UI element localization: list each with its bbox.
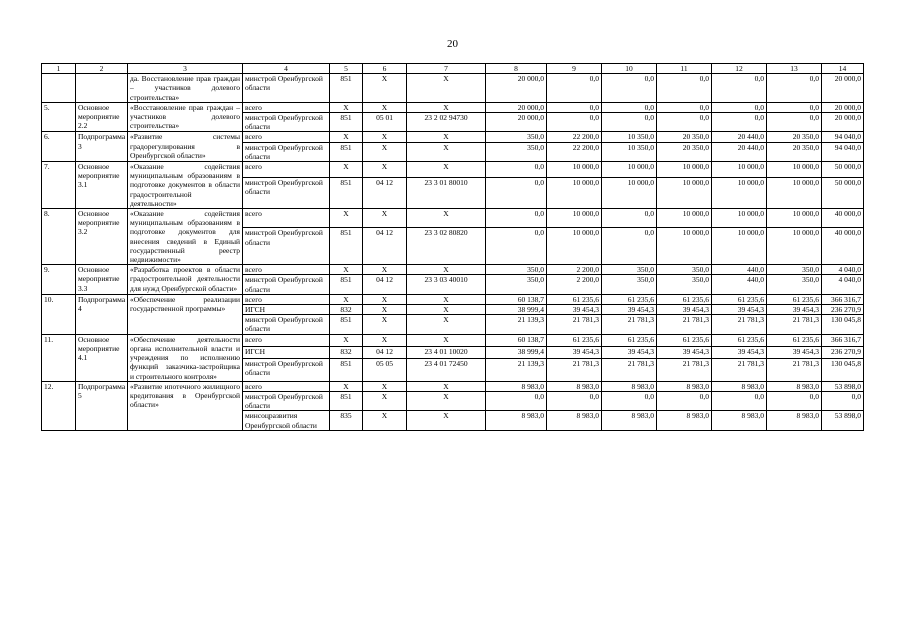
amount-cell: 0,0 (547, 391, 602, 410)
section-code-cell: X (363, 391, 407, 410)
grbs-code-cell: 851 (330, 358, 363, 381)
amount-cell: 20 350,0 (657, 132, 712, 142)
header-row (42, 64, 864, 74)
section-code-cell: X (363, 74, 407, 103)
amount-cell: 21 781,3 (547, 315, 602, 334)
amount-cell: 21 781,3 (657, 315, 712, 334)
amount-cell: 53 898,0 (822, 411, 864, 430)
amount-cell: 0,0 (712, 102, 767, 112)
grbs-code-cell: X (330, 334, 363, 346)
program-name-cell: «Обеспечение реализации государственной программы» (128, 294, 243, 334)
amount-cell: 22 200,0 (547, 132, 602, 142)
amount-cell: 39 454,3 (657, 305, 712, 315)
status-cell: Основное мероприятие 3.3 (76, 265, 128, 295)
amount-cell: 39 454,3 (657, 346, 712, 358)
executor-cell: минстрой Оренбургской области (243, 113, 330, 132)
executor-cell: ИГСН (243, 346, 330, 358)
executor-cell: всего (243, 294, 330, 304)
section-code-cell: 04 12 (363, 275, 407, 294)
amount-cell: 10 000,0 (547, 228, 602, 265)
grbs-code-cell: 832 (330, 346, 363, 358)
target-article-cell: 23 4 01 72450 (407, 358, 486, 381)
amount-cell: 350,0 (486, 132, 547, 142)
amount-cell: 0,0 (547, 74, 602, 103)
column-number: 13 (767, 64, 822, 74)
executor-cell: всего (243, 265, 330, 275)
amount-cell: 53 898,0 (822, 381, 864, 391)
amount-cell: 236 270,9 (822, 346, 864, 358)
amount-cell: 21 781,3 (712, 358, 767, 381)
row-number-cell: 11. (42, 334, 76, 381)
grbs-code-cell: 851 (330, 142, 363, 161)
amount-cell: 0,0 (486, 162, 547, 178)
amount-cell: 0,0 (602, 228, 657, 265)
amount-cell: 40 000,0 (822, 228, 864, 265)
column-number: 3 (128, 64, 243, 74)
amount-cell: 0,0 (602, 74, 657, 103)
target-article-cell: 23 3 01 80010 (407, 178, 486, 209)
column-number: 5 (330, 64, 363, 74)
amount-cell: 20 000,0 (486, 74, 547, 103)
target-article-cell: X (407, 132, 486, 142)
executor-cell: минстрой Оренбургской области (243, 275, 330, 294)
amount-cell: 8 983,0 (767, 411, 822, 430)
section-code-cell: X (363, 102, 407, 112)
amount-cell: 8 983,0 (712, 381, 767, 391)
section-code-cell: X (363, 294, 407, 304)
target-article-cell: X (407, 315, 486, 334)
amount-cell: 38 999,4 (486, 346, 547, 358)
column-number: 2 (76, 64, 128, 74)
budget-table (41, 63, 864, 431)
grbs-code-cell: 851 (330, 391, 363, 410)
amount-cell: 61 235,6 (767, 334, 822, 346)
status-cell (76, 74, 128, 103)
section-code-cell: X (363, 265, 407, 275)
amount-cell: 8 983,0 (602, 411, 657, 430)
column-number: 9 (547, 64, 602, 74)
amount-cell: 0,0 (486, 209, 547, 228)
target-article-cell: 23 3 03 40010 (407, 275, 486, 294)
amount-cell: 130 045,8 (822, 315, 864, 334)
executor-cell: всего (243, 102, 330, 112)
amount-cell: 236 270,9 (822, 305, 864, 315)
executor-cell: всего (243, 334, 330, 346)
target-article-cell: 23 3 02 80820 (407, 228, 486, 265)
amount-cell: 20 000,0 (486, 113, 547, 132)
table-row (42, 132, 864, 142)
amount-cell: 10 000,0 (547, 178, 602, 209)
section-code-cell: X (363, 209, 407, 228)
amount-cell: 39 454,3 (712, 305, 767, 315)
amount-cell: 10 000,0 (547, 162, 602, 178)
status-cell: Подпрограмма 4 (76, 294, 128, 334)
amount-cell: 10 000,0 (767, 209, 822, 228)
row-number-cell: 9. (42, 265, 76, 295)
table-row (42, 381, 864, 391)
page-number: 20 (447, 38, 458, 50)
grbs-code-cell: 832 (330, 305, 363, 315)
table-row (42, 74, 864, 103)
executor-cell: всего (243, 162, 330, 178)
amount-cell: 10 350,0 (602, 132, 657, 142)
amount-cell: 4 040,0 (822, 265, 864, 275)
amount-cell: 20 000,0 (486, 102, 547, 112)
amount-cell: 2 200,0 (547, 275, 602, 294)
amount-cell: 20 440,0 (712, 132, 767, 142)
target-article-cell: X (407, 305, 486, 315)
amount-cell: 0,0 (602, 209, 657, 228)
column-number: 11 (657, 64, 712, 74)
amount-cell: 39 454,3 (602, 305, 657, 315)
executor-cell: минстрой Оренбургской области (243, 228, 330, 265)
amount-cell: 60 138,7 (486, 294, 547, 304)
table-row (42, 209, 864, 228)
amount-cell: 61 235,6 (657, 334, 712, 346)
amount-cell: 10 000,0 (602, 178, 657, 209)
grbs-code-cell: X (330, 209, 363, 228)
target-article-cell: 23 2 02 94730 (407, 113, 486, 132)
amount-cell: 20 350,0 (767, 142, 822, 161)
section-code-cell: X (363, 305, 407, 315)
grbs-code-cell: 851 (330, 113, 363, 132)
column-number: 8 (486, 64, 547, 74)
amount-cell: 61 235,6 (602, 334, 657, 346)
amount-cell: 0,0 (602, 391, 657, 410)
amount-cell: 10 000,0 (712, 178, 767, 209)
amount-cell: 0,0 (602, 102, 657, 112)
section-code-cell: 04 12 (363, 228, 407, 265)
section-code-cell: X (363, 142, 407, 161)
amount-cell: 10 000,0 (767, 178, 822, 209)
executor-cell: минстрой Оренбургской области (243, 74, 330, 103)
column-number: 7 (407, 64, 486, 74)
amount-cell: 10 000,0 (712, 162, 767, 178)
section-code-cell: 04 12 (363, 346, 407, 358)
amount-cell: 50 000,0 (822, 178, 864, 209)
amount-cell: 8 983,0 (602, 381, 657, 391)
amount-cell: 0,0 (547, 102, 602, 112)
grbs-code-cell: 835 (330, 411, 363, 430)
amount-cell: 20 350,0 (767, 132, 822, 142)
amount-cell: 21 781,3 (767, 358, 822, 381)
column-number: 1 (42, 64, 76, 74)
executor-cell: всего (243, 381, 330, 391)
amount-cell: 350,0 (486, 265, 547, 275)
amount-cell: 61 235,6 (712, 294, 767, 304)
amount-cell: 39 454,3 (712, 346, 767, 358)
program-name-cell: «Обеспечение деятельности органа исполнительной власти и учреждения по исполнению функций заказчика-застройщика и строительного контроля» (128, 334, 243, 381)
amount-cell: 8 983,0 (657, 411, 712, 430)
target-article-cell: X (407, 162, 486, 178)
section-code-cell: X (363, 315, 407, 334)
amount-cell: 350,0 (767, 265, 822, 275)
amount-cell: 0,0 (657, 102, 712, 112)
amount-cell: 38 999,4 (486, 305, 547, 315)
table-row (42, 334, 864, 346)
executor-cell: минстрой Оренбургской области (243, 178, 330, 209)
target-article-cell: X (407, 209, 486, 228)
amount-cell: 350,0 (486, 275, 547, 294)
amount-cell: 0,0 (712, 113, 767, 132)
executor-cell: минстрой Оренбургской области (243, 391, 330, 410)
program-name-cell: «Развитие ипотечного жилищного кредитования в Оренбургской области» (128, 381, 243, 430)
target-article-cell: X (407, 74, 486, 103)
amount-cell: 8 983,0 (657, 381, 712, 391)
executor-cell: минсоцразвития Оренбургской области (243, 411, 330, 430)
table-row (42, 294, 864, 304)
executor-cell: минстрой Оренбургской области (243, 315, 330, 334)
amount-cell: 21 139,3 (486, 358, 547, 381)
column-number: 4 (243, 64, 330, 74)
target-article-cell: X (407, 391, 486, 410)
amount-cell: 39 454,3 (602, 346, 657, 358)
status-cell: Основное мероприятие 2.2 (76, 102, 128, 132)
amount-cell: 21 781,3 (602, 358, 657, 381)
amount-cell: 20 000,0 (822, 113, 864, 132)
amount-cell: 0,0 (767, 74, 822, 103)
amount-cell: 10 000,0 (767, 162, 822, 178)
target-article-cell: X (407, 411, 486, 430)
table-row (42, 265, 864, 275)
amount-cell: 0,0 (712, 391, 767, 410)
amount-cell: 61 235,6 (547, 294, 602, 304)
program-name-cell: «Оказание содействия муниципальным образованиям в подготовке документов в области градостроительной деятельности» (128, 162, 243, 209)
program-name-cell: «Оказание содействия муниципальным образованиям в подготовке документов для внесения сведений в Единый государственный реестр недвижимости» (128, 209, 243, 265)
amount-cell: 40 000,0 (822, 209, 864, 228)
amount-cell: 0,0 (657, 391, 712, 410)
table-row (42, 162, 864, 178)
amount-cell: 21 781,3 (767, 315, 822, 334)
amount-cell: 8 983,0 (712, 411, 767, 430)
row-number-cell: 5. (42, 102, 76, 132)
amount-cell: 39 454,3 (767, 305, 822, 315)
amount-cell: 8 983,0 (486, 381, 547, 391)
amount-cell: 130 045,8 (822, 358, 864, 381)
section-code-cell: 05 05 (363, 358, 407, 381)
grbs-code-cell: X (330, 102, 363, 112)
amount-cell: 10 000,0 (712, 209, 767, 228)
grbs-code-cell: 851 (330, 74, 363, 103)
row-number-cell: 6. (42, 132, 76, 162)
grbs-code-cell: 851 (330, 315, 363, 334)
status-cell: Подпрограмма 5 (76, 381, 128, 430)
grbs-code-cell: 851 (330, 275, 363, 294)
amount-cell: 10 350,0 (602, 142, 657, 161)
amount-cell: 10 000,0 (657, 228, 712, 265)
amount-cell: 350,0 (602, 265, 657, 275)
amount-cell: 21 139,3 (486, 315, 547, 334)
amount-cell: 10 000,0 (712, 228, 767, 265)
amount-cell: 39 454,3 (547, 346, 602, 358)
program-name-cell: «Восстановление прав граждан – участников долевого строительства» (128, 102, 243, 132)
amount-cell: 8 983,0 (486, 411, 547, 430)
amount-cell: 61 235,6 (547, 334, 602, 346)
amount-cell: 22 200,0 (547, 142, 602, 161)
column-number: 10 (602, 64, 657, 74)
amount-cell: 0,0 (767, 113, 822, 132)
grbs-code-cell: X (330, 381, 363, 391)
amount-cell: 0,0 (712, 74, 767, 103)
amount-cell: 0,0 (767, 391, 822, 410)
grbs-code-cell: X (330, 132, 363, 142)
amount-cell: 366 316,7 (822, 334, 864, 346)
amount-cell: 10 000,0 (767, 228, 822, 265)
executor-cell: минстрой Оренбургской области (243, 358, 330, 381)
amount-cell: 350,0 (602, 275, 657, 294)
section-code-cell: X (363, 411, 407, 430)
section-code-cell: 05 01 (363, 113, 407, 132)
amount-cell: 20 440,0 (712, 142, 767, 161)
program-name-cell: да. Восстановление прав граждан – участников долевого строительства» (128, 74, 243, 103)
amount-cell: 39 454,3 (767, 346, 822, 358)
executor-cell: всего (243, 132, 330, 142)
amount-cell: 440,0 (712, 265, 767, 275)
amount-cell: 20 350,0 (657, 142, 712, 161)
target-article-cell: X (407, 334, 486, 346)
amount-cell: 61 235,6 (657, 294, 712, 304)
row-number-cell: 10. (42, 294, 76, 334)
amount-cell: 8 983,0 (767, 381, 822, 391)
section-code-cell: X (363, 334, 407, 346)
table-row (42, 102, 864, 112)
amount-cell: 440,0 (712, 275, 767, 294)
amount-cell: 94 040,0 (822, 132, 864, 142)
amount-cell: 0,0 (486, 391, 547, 410)
amount-cell: 0,0 (657, 113, 712, 132)
amount-cell: 94 040,0 (822, 142, 864, 161)
executor-cell: минстрой Оренбургской области (243, 142, 330, 161)
amount-cell: 10 000,0 (602, 162, 657, 178)
amount-cell: 50 000,0 (822, 162, 864, 178)
row-number-cell: 12. (42, 381, 76, 430)
amount-cell: 20 000,0 (822, 102, 864, 112)
amount-cell: 61 235,6 (602, 294, 657, 304)
amount-cell: 61 235,6 (767, 294, 822, 304)
amount-cell: 10 000,0 (657, 162, 712, 178)
grbs-code-cell: 851 (330, 228, 363, 265)
column-number: 6 (363, 64, 407, 74)
amount-cell: 4 040,0 (822, 275, 864, 294)
executor-cell: ИГСН (243, 305, 330, 315)
target-article-cell: 23 4 01 10020 (407, 346, 486, 358)
amount-cell: 21 781,3 (547, 358, 602, 381)
grbs-code-cell: X (330, 162, 363, 178)
amount-cell: 21 781,3 (602, 315, 657, 334)
amount-cell: 350,0 (657, 275, 712, 294)
amount-cell: 21 781,3 (657, 358, 712, 381)
program-name-cell: «Развитие системы градорегулирования в Оренбургской области» (128, 132, 243, 162)
target-article-cell: X (407, 102, 486, 112)
row-number-cell: 7. (42, 162, 76, 209)
amount-cell: 20 000,0 (822, 74, 864, 103)
target-article-cell: X (407, 142, 486, 161)
target-article-cell: X (407, 381, 486, 391)
section-code-cell: X (363, 162, 407, 178)
amount-cell: 10 000,0 (547, 209, 602, 228)
amount-cell: 8 983,0 (547, 381, 602, 391)
status-cell: Основное мероприятие 3.1 (76, 162, 128, 209)
grbs-code-cell: X (330, 265, 363, 275)
amount-cell: 10 000,0 (657, 209, 712, 228)
amount-cell: 10 000,0 (657, 178, 712, 209)
amount-cell: 0,0 (602, 113, 657, 132)
amount-cell: 0,0 (657, 74, 712, 103)
executor-cell: всего (243, 209, 330, 228)
amount-cell: 366 316,7 (822, 294, 864, 304)
amount-cell: 21 781,3 (712, 315, 767, 334)
section-code-cell: X (363, 132, 407, 142)
amount-cell: 0,0 (547, 113, 602, 132)
column-number: 14 (822, 64, 864, 74)
column-number: 12 (712, 64, 767, 74)
program-name-cell: «Разработка проектов в области градостроительной деятельности для нужд Оренбургской области» (128, 265, 243, 295)
amount-cell: 60 138,7 (486, 334, 547, 346)
amount-cell: 0,0 (486, 178, 547, 209)
amount-cell: 61 235,6 (712, 334, 767, 346)
status-cell: Основное мероприятие 3.2 (76, 209, 128, 265)
grbs-code-cell: X (330, 294, 363, 304)
row-number-cell: 8. (42, 209, 76, 265)
amount-cell: 2 200,0 (547, 265, 602, 275)
section-code-cell: 04 12 (363, 178, 407, 209)
target-article-cell: X (407, 265, 486, 275)
grbs-code-cell: 851 (330, 178, 363, 209)
amount-cell: 350,0 (767, 275, 822, 294)
amount-cell: 8 983,0 (547, 411, 602, 430)
section-code-cell: X (363, 381, 407, 391)
amount-cell: 350,0 (657, 265, 712, 275)
amount-cell: 0,0 (767, 102, 822, 112)
row-number-cell (42, 74, 76, 103)
target-article-cell: X (407, 294, 486, 304)
amount-cell: 0,0 (486, 228, 547, 265)
amount-cell: 350,0 (486, 142, 547, 161)
amount-cell: 39 454,3 (547, 305, 602, 315)
amount-cell: 0,0 (822, 391, 864, 410)
status-cell: Подпрограмма 3 (76, 132, 128, 162)
status-cell: Основное мероприятие 4.1 (76, 334, 128, 381)
